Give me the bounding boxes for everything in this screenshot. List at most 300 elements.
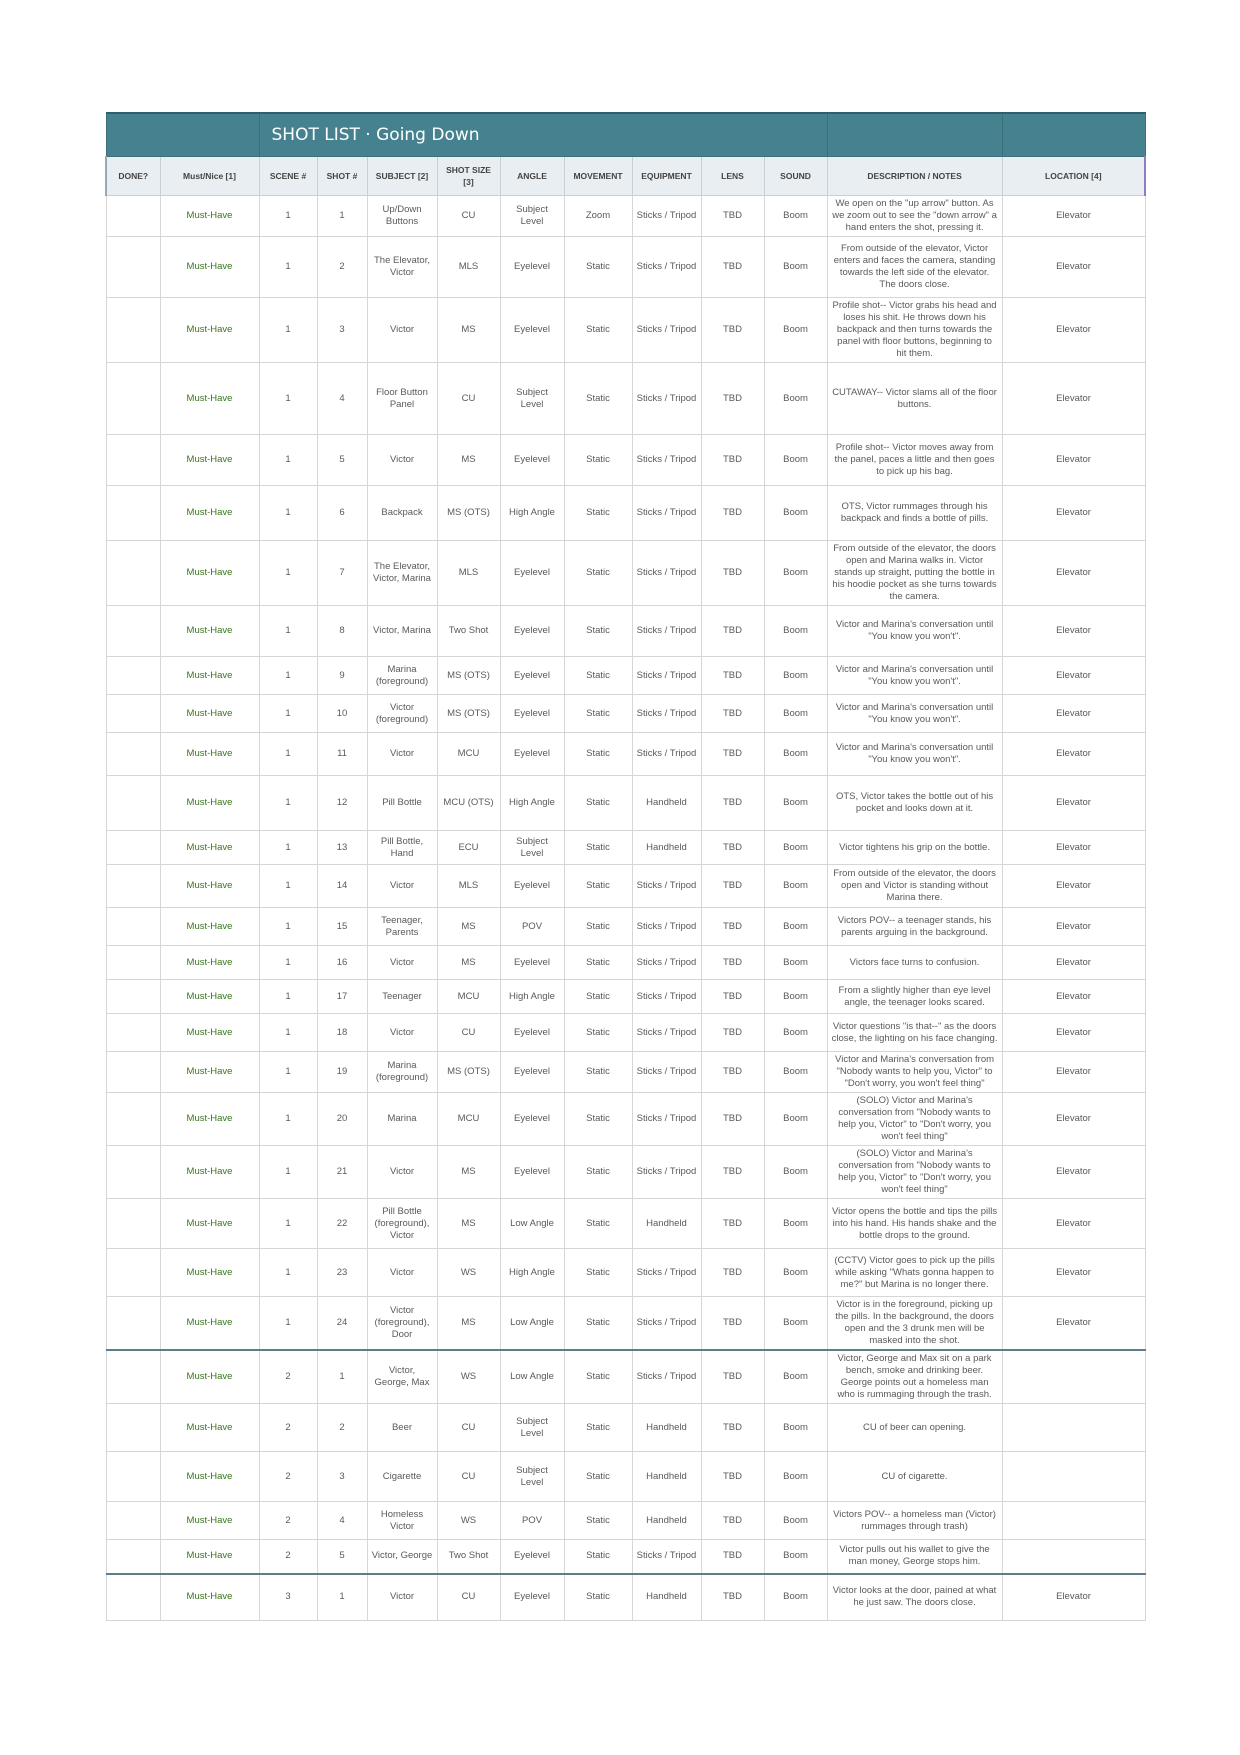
cell-location: Elevator [1002,541,1145,606]
cell-done[interactable] [106,695,160,733]
cell-description: CUTAWAY-- Victor slams all of the floor buttons. [827,363,1002,435]
cell-location: Elevator [1002,1014,1145,1052]
cell-priority: Must-Have [160,1249,259,1297]
cell-angle: Eyelevel [500,298,564,363]
cell-shot: 24 [317,1297,367,1351]
cell-lens: TBD [701,865,764,908]
cell-done[interactable] [106,733,160,776]
table-row [106,196,1145,237]
cell-description: Victor opens the bottle and tips the pills into his hand. His hands shake and the bottle drops to the ground. [827,1199,1002,1249]
cell-description: From outside of the elevator, the doors open and Marina walks in. Victor stands up straight, putting the bottle in his hoodie pocket as she turns towards the camera. [827,541,1002,606]
cell-lens: TBD [701,1297,764,1351]
cell-subject: The Elevator, Victor, Marina [367,541,437,606]
cell-movement: Static [564,435,632,486]
cell-scene: 1 [259,946,317,980]
cell-lens: TBD [701,1146,764,1199]
shot-rows [106,196,1145,1621]
cell-equipment: Sticks / Tripod [632,1540,701,1574]
cell-description: (CCTV) Victor goes to pick up the pills while asking "Whats gonna happen to me?" but Marina is no longer there. [827,1249,1002,1297]
cell-angle: POV [500,1502,564,1540]
cell-description: Victor and Marina's conversation until "You know you won't". [827,733,1002,776]
cell-shot: 22 [317,1199,367,1249]
cell-angle: Low Angle [500,1297,564,1351]
cell-priority: Must-Have [160,298,259,363]
cell-shot-size: MS (OTS) [437,486,500,541]
cell-lens: TBD [701,1350,764,1404]
cell-done[interactable] [106,980,160,1014]
cell-sound: Boom [764,1350,827,1404]
cell-done[interactable] [106,1404,160,1452]
table-row [106,1540,1145,1574]
cell-scene: 1 [259,831,317,865]
cell-shot: 16 [317,946,367,980]
table-row [106,1014,1145,1052]
cell-angle: Eyelevel [500,1093,564,1146]
cell-shot-size: WS [437,1249,500,1297]
cell-location: Elevator [1002,1249,1145,1297]
cell-movement: Static [564,1540,632,1574]
cell-scene: 1 [259,237,317,298]
cell-lens: TBD [701,298,764,363]
cell-movement: Static [564,1297,632,1351]
cell-priority: Must-Have [160,1574,259,1621]
cell-done[interactable] [106,486,160,541]
cell-done[interactable] [106,946,160,980]
cell-description: From a slightly higher than eye level angle, the teenager looks scared. [827,980,1002,1014]
cell-equipment: Sticks / Tripod [632,1297,701,1351]
cell-angle: Eyelevel [500,1574,564,1621]
cell-done[interactable] [106,657,160,695]
cell-shot: 11 [317,733,367,776]
cell-angle: High Angle [500,776,564,831]
cell-lens: TBD [701,733,764,776]
cell-subject: Victor [367,1249,437,1297]
cell-scene: 1 [259,908,317,946]
cell-shot-size: MLS [437,237,500,298]
table-row [106,1052,1145,1093]
cell-equipment: Sticks / Tripod [632,541,701,606]
cell-done[interactable] [106,363,160,435]
cell-angle: POV [500,908,564,946]
cell-movement: Static [564,1350,632,1404]
cell-angle: Low Angle [500,1199,564,1249]
cell-movement: Static [564,865,632,908]
cell-priority: Must-Have [160,1297,259,1351]
cell-shot-size: MCU [437,733,500,776]
cell-scene: 2 [259,1502,317,1540]
cell-angle: Eyelevel [500,733,564,776]
cell-done[interactable] [106,1350,160,1404]
shot-list-table [105,112,1146,1621]
table-row [106,1297,1145,1351]
cell-equipment: Sticks / Tripod [632,733,701,776]
cell-done[interactable] [106,1540,160,1574]
cell-done[interactable] [106,831,160,865]
cell-lens: TBD [701,363,764,435]
cell-scene: 1 [259,1249,317,1297]
cell-movement: Static [564,946,632,980]
cell-location: Elevator [1002,196,1145,237]
cell-movement: Static [564,1146,632,1199]
cell-lens: TBD [701,606,764,657]
cell-lens: TBD [701,1249,764,1297]
cell-location: Elevator [1002,831,1145,865]
cell-movement: Static [564,1014,632,1052]
cell-shot-size: MS [437,1199,500,1249]
cell-location: Elevator [1002,946,1145,980]
cell-priority: Must-Have [160,865,259,908]
cell-scene: 1 [259,486,317,541]
cell-description: (SOLO) Victor and Marina's conversation from "Nobody wants to help you, Victor" to "Don't worry, you won't feel thing" [827,1146,1002,1199]
cell-lens: TBD [701,1052,764,1093]
cell-priority: Must-Have [160,776,259,831]
cell-priority: Must-Have [160,1540,259,1574]
cell-equipment: Sticks / Tripod [632,298,701,363]
cell-scene: 2 [259,1404,317,1452]
cell-shot-size: CU [437,196,500,237]
cell-subject: Floor Button Panel [367,363,437,435]
page-title: SHOT LIST · Going Down [259,113,827,157]
cell-movement: Static [564,1452,632,1502]
cell-angle: Eyelevel [500,1146,564,1199]
cell-scene: 1 [259,657,317,695]
cell-done[interactable] [106,1502,160,1540]
cell-equipment: Handheld [632,831,701,865]
cell-done[interactable] [106,196,160,237]
col-header-shot: SHOT # [317,157,367,196]
col-header-movement: MOVEMENT [564,157,632,196]
cell-angle: Subject Level [500,1452,564,1502]
cell-location: Elevator [1002,1052,1145,1093]
cell-done[interactable] [106,435,160,486]
cell-movement: Static [564,776,632,831]
cell-scene: 1 [259,435,317,486]
cell-location: Elevator [1002,1093,1145,1146]
cell-equipment: Sticks / Tripod [632,695,701,733]
cell-sound: Boom [764,541,827,606]
cell-subject: Pill Bottle, Hand [367,831,437,865]
cell-scene: 2 [259,1350,317,1404]
cell-done[interactable] [106,1093,160,1146]
cell-movement: Static [564,657,632,695]
cell-location: Elevator [1002,776,1145,831]
cell-scene: 1 [259,733,317,776]
cell-shot: 12 [317,776,367,831]
table-row [106,1093,1145,1146]
title-row [106,113,1145,157]
col-header-angle: ANGLE [500,157,564,196]
cell-scene: 2 [259,1452,317,1502]
cell-equipment: Handheld [632,776,701,831]
cell-shot: 2 [317,1404,367,1452]
cell-description: Victor pulls out his wallet to give the man money, George stops him. [827,1540,1002,1574]
cell-movement: Static [564,1052,632,1093]
cell-movement: Static [564,1199,632,1249]
cell-sound: Boom [764,908,827,946]
cell-angle: High Angle [500,1249,564,1297]
cell-done[interactable] [106,1574,160,1621]
cell-sound: Boom [764,657,827,695]
table-row [106,1249,1145,1297]
cell-shot: 8 [317,606,367,657]
cell-movement: Static [564,486,632,541]
cell-shot-size: MS [437,435,500,486]
cell-shot: 23 [317,1249,367,1297]
cell-shot: 3 [317,298,367,363]
cell-description: Victor looks at the door, pained at what he just saw. The doors close. [827,1574,1002,1621]
cell-shot-size: MCU [437,980,500,1014]
cell-done[interactable] [106,237,160,298]
cell-shot: 4 [317,1502,367,1540]
cell-location: Elevator [1002,298,1145,363]
cell-lens: TBD [701,541,764,606]
col-header-lens: LENS [701,157,764,196]
cell-description: Victors POV-- a teenager stands, his parents arguing in the background. [827,908,1002,946]
cell-subject: Victor, Marina [367,606,437,657]
cell-movement: Static [564,695,632,733]
cell-location: Elevator [1002,1574,1145,1621]
cell-angle: Subject Level [500,196,564,237]
cell-shot-size: MS [437,946,500,980]
cell-subject: Victor [367,733,437,776]
cell-lens: TBD [701,1199,764,1249]
cell-sound: Boom [764,1014,827,1052]
cell-description: Victors face turns to confusion. [827,946,1002,980]
table-row [106,1404,1145,1452]
cell-angle: Eyelevel [500,695,564,733]
table-row [106,486,1145,541]
cell-location: Elevator [1002,1199,1145,1249]
cell-location: Elevator [1002,1146,1145,1199]
cell-shot-size: MCU (OTS) [437,776,500,831]
cell-description: Profile shot-- Victor grabs his head and loses his shit. He throws down his backpack and then turns towards the panel with floor buttons, beginning to hit them. [827,298,1002,363]
table-row [106,946,1145,980]
cell-equipment: Handheld [632,1404,701,1452]
cell-sound: Boom [764,980,827,1014]
cell-scene: 1 [259,980,317,1014]
cell-priority: Must-Have [160,486,259,541]
cell-equipment: Sticks / Tripod [632,908,701,946]
cell-priority: Must-Have [160,1146,259,1199]
cell-shot-size: CU [437,1574,500,1621]
cell-equipment: Sticks / Tripod [632,435,701,486]
cell-description: Profile shot-- Victor moves away from the panel, paces a little and then goes to pick up his bag. [827,435,1002,486]
cell-equipment: Sticks / Tripod [632,980,701,1014]
cell-priority: Must-Have [160,606,259,657]
cell-lens: TBD [701,657,764,695]
cell-equipment: Handheld [632,1502,701,1540]
cell-scene: 1 [259,298,317,363]
cell-sound: Boom [764,831,827,865]
cell-equipment: Sticks / Tripod [632,865,701,908]
cell-shot-size: MS [437,908,500,946]
cell-shot: 18 [317,1014,367,1052]
cell-lens: TBD [701,695,764,733]
cell-lens: TBD [701,776,764,831]
cell-done[interactable] [106,1146,160,1199]
cell-angle: Eyelevel [500,657,564,695]
cell-description: OTS, Victor rummages through his backpack and finds a bottle of pills. [827,486,1002,541]
cell-shot: 1 [317,1574,367,1621]
table-row [106,541,1145,606]
col-header-done: DONE? [106,157,160,196]
cell-movement: Static [564,541,632,606]
shot-list-sheet [105,112,1144,1621]
cell-lens: TBD [701,1014,764,1052]
cell-subject: Victor (foreground) [367,695,437,733]
cell-done[interactable] [106,776,160,831]
cell-location: Elevator [1002,237,1145,298]
cell-priority: Must-Have [160,695,259,733]
cell-priority: Must-Have [160,1199,259,1249]
cell-shot-size: Two Shot [437,606,500,657]
cell-done[interactable] [106,1249,160,1297]
cell-done[interactable] [106,1452,160,1502]
table-row [106,695,1145,733]
cell-done[interactable] [106,606,160,657]
cell-location [1002,1452,1145,1502]
cell-done[interactable] [106,1014,160,1052]
cell-description: Victor is in the foreground, picking up the pills. In the background, the doors open and the 3 drunk men will be masked into the shot. [827,1297,1002,1351]
cell-shot: 2 [317,237,367,298]
cell-equipment: Sticks / Tripod [632,1350,701,1404]
cell-shot-size: CU [437,363,500,435]
cell-shot: 9 [317,657,367,695]
cell-lens: TBD [701,1404,764,1452]
cell-shot-size: WS [437,1350,500,1404]
col-header-subject: SUBJECT [2] [367,157,437,196]
cell-scene: 1 [259,606,317,657]
cell-priority: Must-Have [160,733,259,776]
cell-scene: 1 [259,363,317,435]
cell-equipment: Handheld [632,1452,701,1502]
cell-shot-size: MS (OTS) [437,695,500,733]
cell-angle: Eyelevel [500,1540,564,1574]
cell-description: CU of beer can opening. [827,1404,1002,1452]
cell-subject: Homeless Victor [367,1502,437,1540]
cell-movement: Static [564,1502,632,1540]
cell-shot-size: CU [437,1014,500,1052]
cell-priority: Must-Have [160,541,259,606]
cell-sound: Boom [764,865,827,908]
cell-subject: Victor, George, Max [367,1350,437,1404]
cell-movement: Static [564,237,632,298]
cell-sound: Boom [764,435,827,486]
cell-description: Victor, George and Max sit on a park bench, smoke and drinking beer. George points out a homeless man who is rummaging through the trash. [827,1350,1002,1404]
cell-priority: Must-Have [160,1502,259,1540]
cell-equipment: Sticks / Tripod [632,657,701,695]
cell-subject: Cigarette [367,1452,437,1502]
cell-shot: 1 [317,1350,367,1404]
cell-shot-size: MCU [437,1093,500,1146]
cell-done[interactable] [106,1199,160,1249]
table-row [106,657,1145,695]
table-row [106,1452,1145,1502]
cell-priority: Must-Have [160,363,259,435]
table-row [106,1146,1145,1199]
cell-movement: Static [564,1574,632,1621]
cell-done[interactable] [106,865,160,908]
cell-movement: Static [564,733,632,776]
col-header-scene: SCENE # [259,157,317,196]
cell-done[interactable] [106,298,160,363]
cell-done[interactable] [106,1297,160,1351]
cell-movement: Static [564,1249,632,1297]
cell-subject: Victor [367,298,437,363]
cell-priority: Must-Have [160,831,259,865]
cell-sound: Boom [764,776,827,831]
cell-done[interactable] [106,1052,160,1093]
cell-location [1002,1350,1145,1404]
cell-movement: Static [564,606,632,657]
col-header-equipment: EQUIPMENT [632,157,701,196]
cell-priority: Must-Have [160,1350,259,1404]
cell-location: Elevator [1002,363,1145,435]
cell-done[interactable] [106,541,160,606]
cell-lens: TBD [701,1540,764,1574]
cell-description: Victor and Marina's conversation until "You know you won't". [827,657,1002,695]
cell-shot: 19 [317,1052,367,1093]
cell-shot: 5 [317,1540,367,1574]
table-row [106,298,1145,363]
cell-equipment: Sticks / Tripod [632,363,701,435]
cell-equipment: Sticks / Tripod [632,196,701,237]
cell-angle: Eyelevel [500,541,564,606]
cell-shot-size: CU [437,1452,500,1502]
cell-subject: Victor [367,946,437,980]
cell-equipment: Sticks / Tripod [632,1093,701,1146]
cell-angle: Eyelevel [500,865,564,908]
cell-priority: Must-Have [160,1014,259,1052]
cell-subject: Backpack [367,486,437,541]
cell-movement: Static [564,831,632,865]
cell-angle: Eyelevel [500,435,564,486]
table-row [106,435,1145,486]
cell-lens: TBD [701,1093,764,1146]
cell-lens: TBD [701,980,764,1014]
cell-subject: Marina (foreground) [367,1052,437,1093]
cell-done[interactable] [106,908,160,946]
cell-priority: Must-Have [160,1404,259,1452]
cell-angle: Eyelevel [500,1014,564,1052]
cell-lens: TBD [701,831,764,865]
cell-scene: 1 [259,1146,317,1199]
cell-subject: Up/Down Buttons [367,196,437,237]
cell-location: Elevator [1002,695,1145,733]
cell-lens: TBD [701,1502,764,1540]
cell-subject: Victor [367,1146,437,1199]
col-header-priority: Must/Nice [1] [160,157,259,196]
cell-scene: 1 [259,1297,317,1351]
cell-equipment: Sticks / Tripod [632,946,701,980]
cell-location [1002,1404,1145,1452]
cell-location: Elevator [1002,606,1145,657]
cell-angle: Eyelevel [500,237,564,298]
cell-equipment: Sticks / Tripod [632,1249,701,1297]
cell-angle: High Angle [500,980,564,1014]
cell-equipment: Sticks / Tripod [632,1146,701,1199]
cell-sound: Boom [764,733,827,776]
cell-priority: Must-Have [160,946,259,980]
cell-subject: Marina (foreground) [367,657,437,695]
cell-equipment: Handheld [632,1199,701,1249]
cell-sound: Boom [764,1502,827,1540]
cell-equipment: Sticks / Tripod [632,1052,701,1093]
table-row [106,606,1145,657]
cell-description: Victor and Marina's conversation until "You know you won't". [827,695,1002,733]
cell-description: From outside of the elevator, the doors open and Victor is standing without Marina there. [827,865,1002,908]
table-row [106,363,1145,435]
